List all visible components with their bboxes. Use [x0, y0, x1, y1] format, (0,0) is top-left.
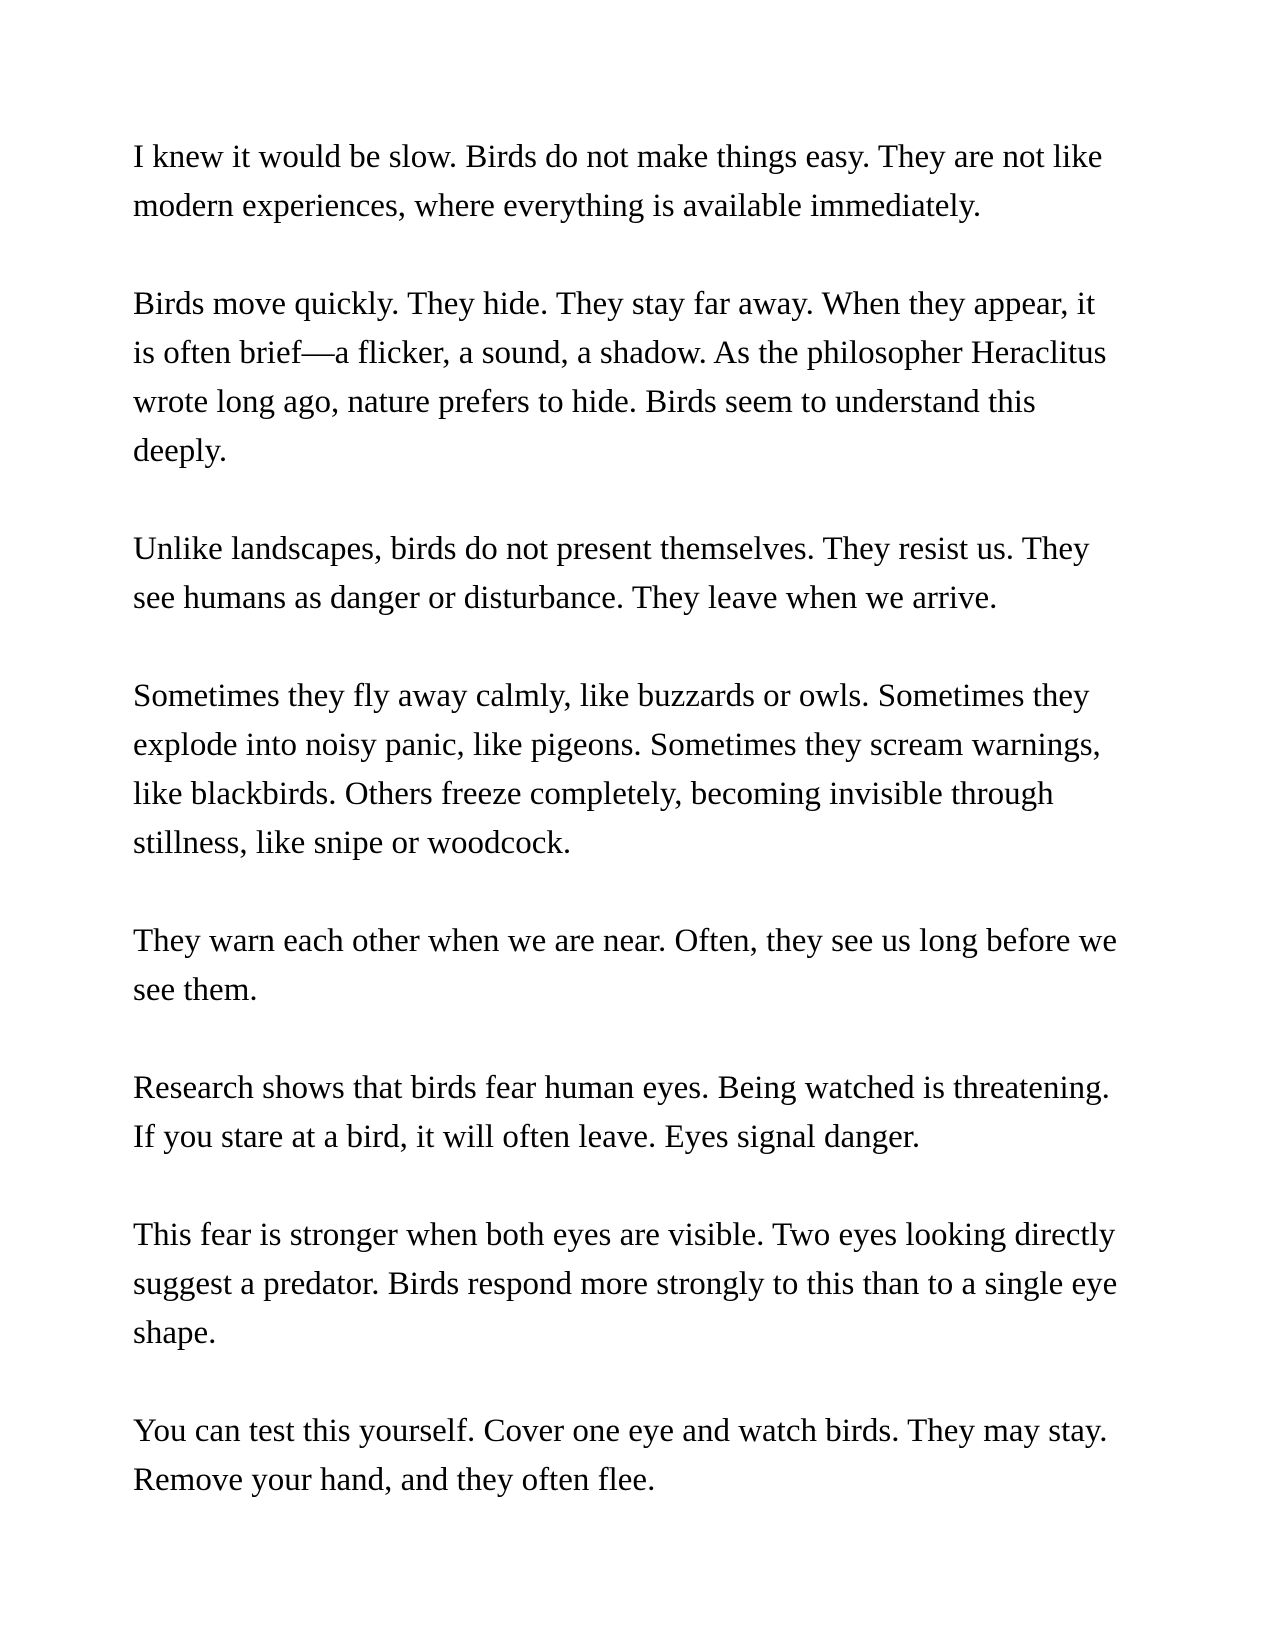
paragraph: [133, 917, 1155, 1015]
text-line: If you stare at a bird, it will often leave. Eyes signal danger.: [133, 1119, 921, 1155]
text-line: modern experiences, where everything is available immediately.: [133, 188, 982, 224]
paragraph: [133, 1064, 1155, 1162]
text-line: Birds move quickly. They hide. They stay far away. When they appear, it: [133, 286, 1096, 322]
text-line: stillness, like snipe or woodcock.: [133, 825, 572, 861]
text-line: I knew it would be slow. Birds do not make things easy. They are not like: [133, 139, 1103, 175]
document-body: [133, 133, 1155, 1505]
text-line: like blackbirds. Others freeze completely, becoming invisible through: [133, 776, 1054, 812]
paragraph: [133, 1211, 1155, 1358]
text-line: They warn each other when we are near. Often, they see us long before we: [133, 923, 1118, 959]
text-line: Research shows that birds fear human eyes. Being watched is threatening.: [133, 1070, 1110, 1106]
text-line: This fear is stronger when both eyes are visible. Two eyes looking directly: [133, 1217, 1116, 1253]
text-line: wrote long ago, nature prefers to hide. Birds seem to understand this: [133, 384, 1036, 420]
text-line: shape.: [133, 1315, 217, 1351]
text-line: is often brief—a flicker, a sound, a shadow. As the philosopher Heraclitus: [133, 335, 1107, 371]
paragraph: [133, 672, 1155, 868]
paragraph: [133, 1407, 1155, 1505]
text-line: see them.: [133, 972, 258, 1008]
text-line: see humans as danger or disturbance. They leave when we arrive.: [133, 580, 998, 616]
text-line: You can test this yourself. Cover one eye and watch birds. They may stay.: [133, 1413, 1108, 1449]
paragraph: [133, 133, 1155, 231]
text-line: deeply.: [133, 433, 228, 469]
text-line: Remove your hand, and they often flee.: [133, 1462, 656, 1498]
text-line: Unlike landscapes, birds do not present themselves. They resist us. They: [133, 531, 1090, 567]
paragraph: [133, 525, 1155, 623]
text-line: suggest a predator. Birds respond more strongly to this than to a single eye: [133, 1266, 1118, 1302]
text-line: explode into noisy panic, like pigeons. Sometimes they scream warnings,: [133, 727, 1101, 763]
text-line: Sometimes they fly away calmly, like buzzards or owls. Sometimes they: [133, 678, 1090, 714]
paragraph: [133, 280, 1155, 476]
